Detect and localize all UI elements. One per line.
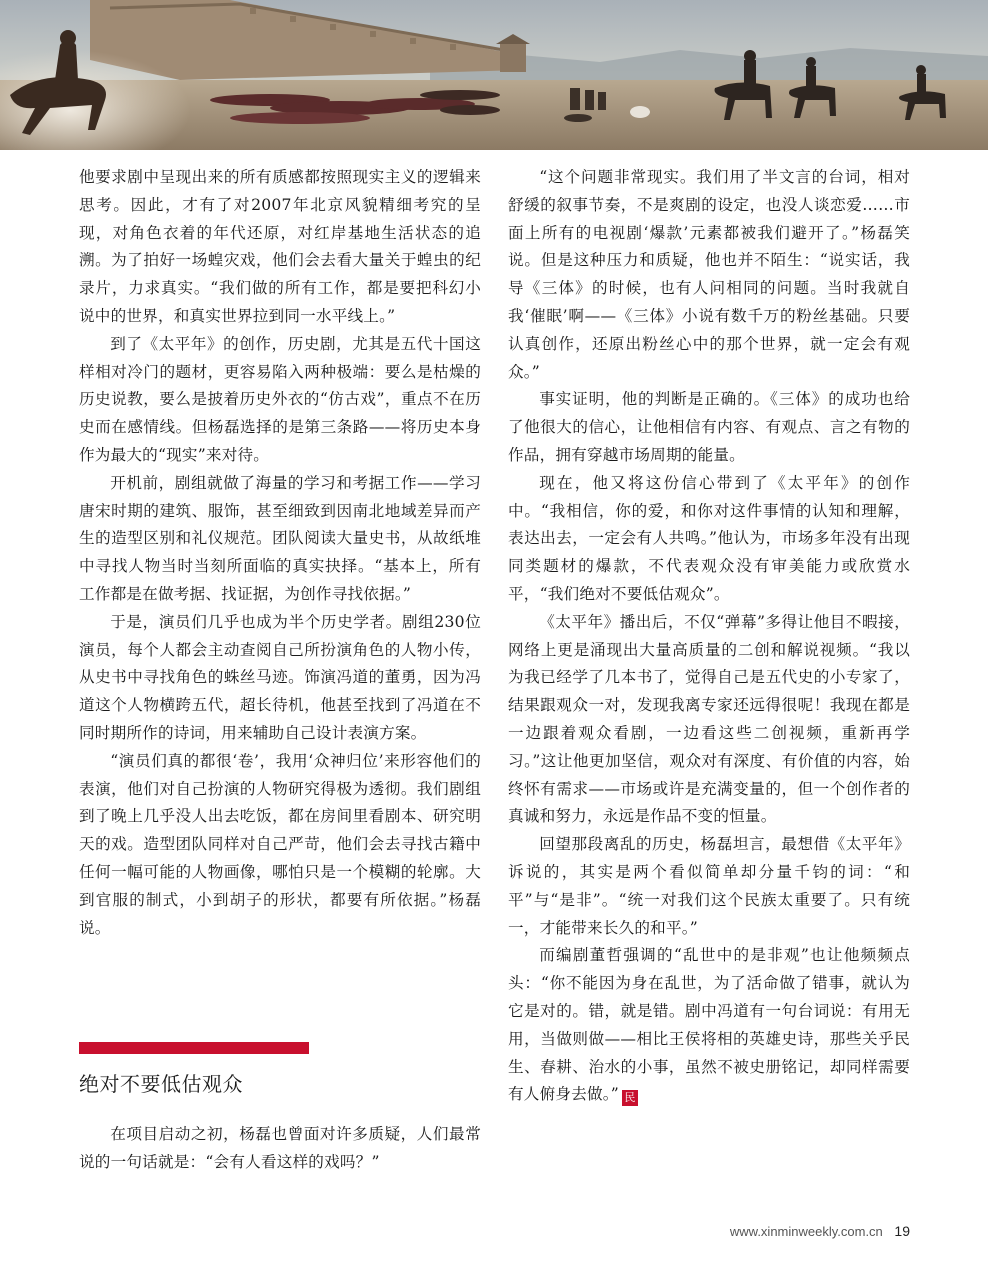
section-accent-bar: [79, 1042, 309, 1054]
paragraph: 现在，他又将这份信心带到了《太平年》的创作中。“我相信，你的爱，和你对这件事情的认知和理解，表达出去，一定会有人共鸣。”他认为，市场多年没有出现同类题材的爆款，不代表观众没有审美能力或欣赏水平，“我们绝对不要低估观众”。: [508, 473, 910, 603]
paragraph: 回望那段离乱的历史，杨磊坦言，最想借《太平年》诉说的，其实是两个看似简单却分量千钧的词：“和平”与“是非”。“统一对我们这个民族太重要了。只有统一，才能带来长久的和平。”: [508, 835, 910, 937]
paragraph: “演员们真的都很‘卷’，我用‘众神归位’来形容他们的表演，他们对自己扮演的人物研究得极为透彻。我们剧组到了晚上几乎没人出去吃饭，都在房间里看剧本、研究明天的戏。造型团队同样对自己严苛，他们会去寻找古籍中任何一幅可能的人物画像，哪怕只是一个模糊的轮廓。大到官服的制式，小到胡子的形状，都要有所依据。”杨磊说。: [79, 751, 481, 937]
section-body: [79, 1121, 481, 1177]
paragraph: 《太平年》播出后，不仅“弹幕”多得让他目不暇接，网络上更是涌现出大量高质量的二创和解说视频。“我以为我已经学了几本书了，觉得自己是五代史的小专家了，结果跟观众一对，发现我离专家还远得很呢！我现在都是一边跟着观众看剧，一边看这些二创视频，重新再学习。”这让他更加坚信，观众对有深度、有价值的内容，始终怀有需求——市场或许是充满变量的，但一个创作者的真诚和努力，永远是作品不变的恒量。: [508, 612, 910, 826]
paragraph: 事实证明，他的判断是正确的。《三体》的成功也给了他很大的信心，让他相信有内容、有观点、言之有物的作品，拥有穿越市场周期的能量。: [508, 390, 910, 464]
paragraph: 他要求剧中呈现出来的所有质感都按照现实主义的逻辑来思考。因此，才有了对2007年北京风貌精细考究的呈现，对角色衣着的年代还原，对红岸基地生活状态的追溯。为了拍好一场蝗灾戏，他们会去看大量关于蝗虫的纪录片，力求真实。“我们做的所有工作，都是要把科幻小说中的世界，和真实世界拉到同一水平线上。”: [79, 168, 481, 325]
paragraph: “这个问题非常现实。我们用了半文言的台词，相对舒缓的叙事节奏，不是爽剧的设定，也没人谈恋爱……市面上所有的电视剧‘爆款’元素都被我们避开了。”杨磊笑说。但是这种压力和质疑，他也并不陌生：“说实话，我导《三体》的时候，也有人问相同的问题。当时我就自我‘催眠’啊——《三体》小说有数千万的粉丝基础。只要认真创作，还原出粉丝心中的那个世界，就一定会有观众。”: [508, 168, 910, 381]
page-number: 19: [894, 1223, 910, 1239]
page-footer: [730, 1223, 910, 1239]
battlefield-scene: [0, 0, 988, 150]
paragraph-text: 而编剧董哲强调的“乱世中的是非观”也让他频频点头：“你不能因为身在乱世，为了活命做了错事，就认为它是对的。错，就是错。剧中冯道有一句台词说：有用无用，当做则做——相比王侯将相的英雄史诗，那些关乎民生、春耕、治水的小事，虽然不被史册铭记，却同样需要有人俯身去做。”: [508, 946, 910, 1104]
paragraph: 开机前，剧组就做了海量的学习和考据工作——学习唐宋时期的建筑、服饰，甚至细致到因南北地域差异而产生的造型区别和礼仪规范。团队阅读大量史书，从故纸堆中寻找人物当时当刻所面临的真实抉择。“基本上，所有工作都是在做考据、找证据，为创作寻找依据。”: [79, 473, 481, 603]
section-title: 绝对不要低估观众: [79, 1072, 243, 1096]
left-column: [79, 164, 481, 942]
paragraph: 在项目启动之初，杨磊也曾面对许多质疑，人们最常说的一句话就是：“会有人看这样的戏吗？”: [79, 1125, 481, 1171]
end-mark-icon: 民: [622, 1090, 638, 1106]
website-url: www.xinminweekly.com.cn: [729, 1224, 883, 1239]
last-paragraph: [508, 942, 910, 1109]
paragraph: 到了《太平年》的创作，历史剧，尤其是五代十国这样相对冷门的题材，更容易陷入两种极端：要么是枯燥的历史说教，要么是披着历史外衣的“仿古戏”，重点不在历史而在感情线。但杨磊选择的是第三条路——将历史本身作为最大的“现实”来对待。: [79, 334, 481, 464]
header-photo: [0, 0, 988, 150]
paragraph: 于是，演员们几乎也成为半个历史学者。剧组230位演员，每个人都会主动查阅自己所扮演角色的人物小传，从史书中寻找角色的蛛丝马迹。饰演冯道的董勇，因为冯道这个人物横跨五代，超长待机，他甚至找到了冯道在不同时期所作的诗词，用来辅助自己设计表演方案。: [79, 612, 481, 742]
right-column: [508, 164, 910, 1109]
